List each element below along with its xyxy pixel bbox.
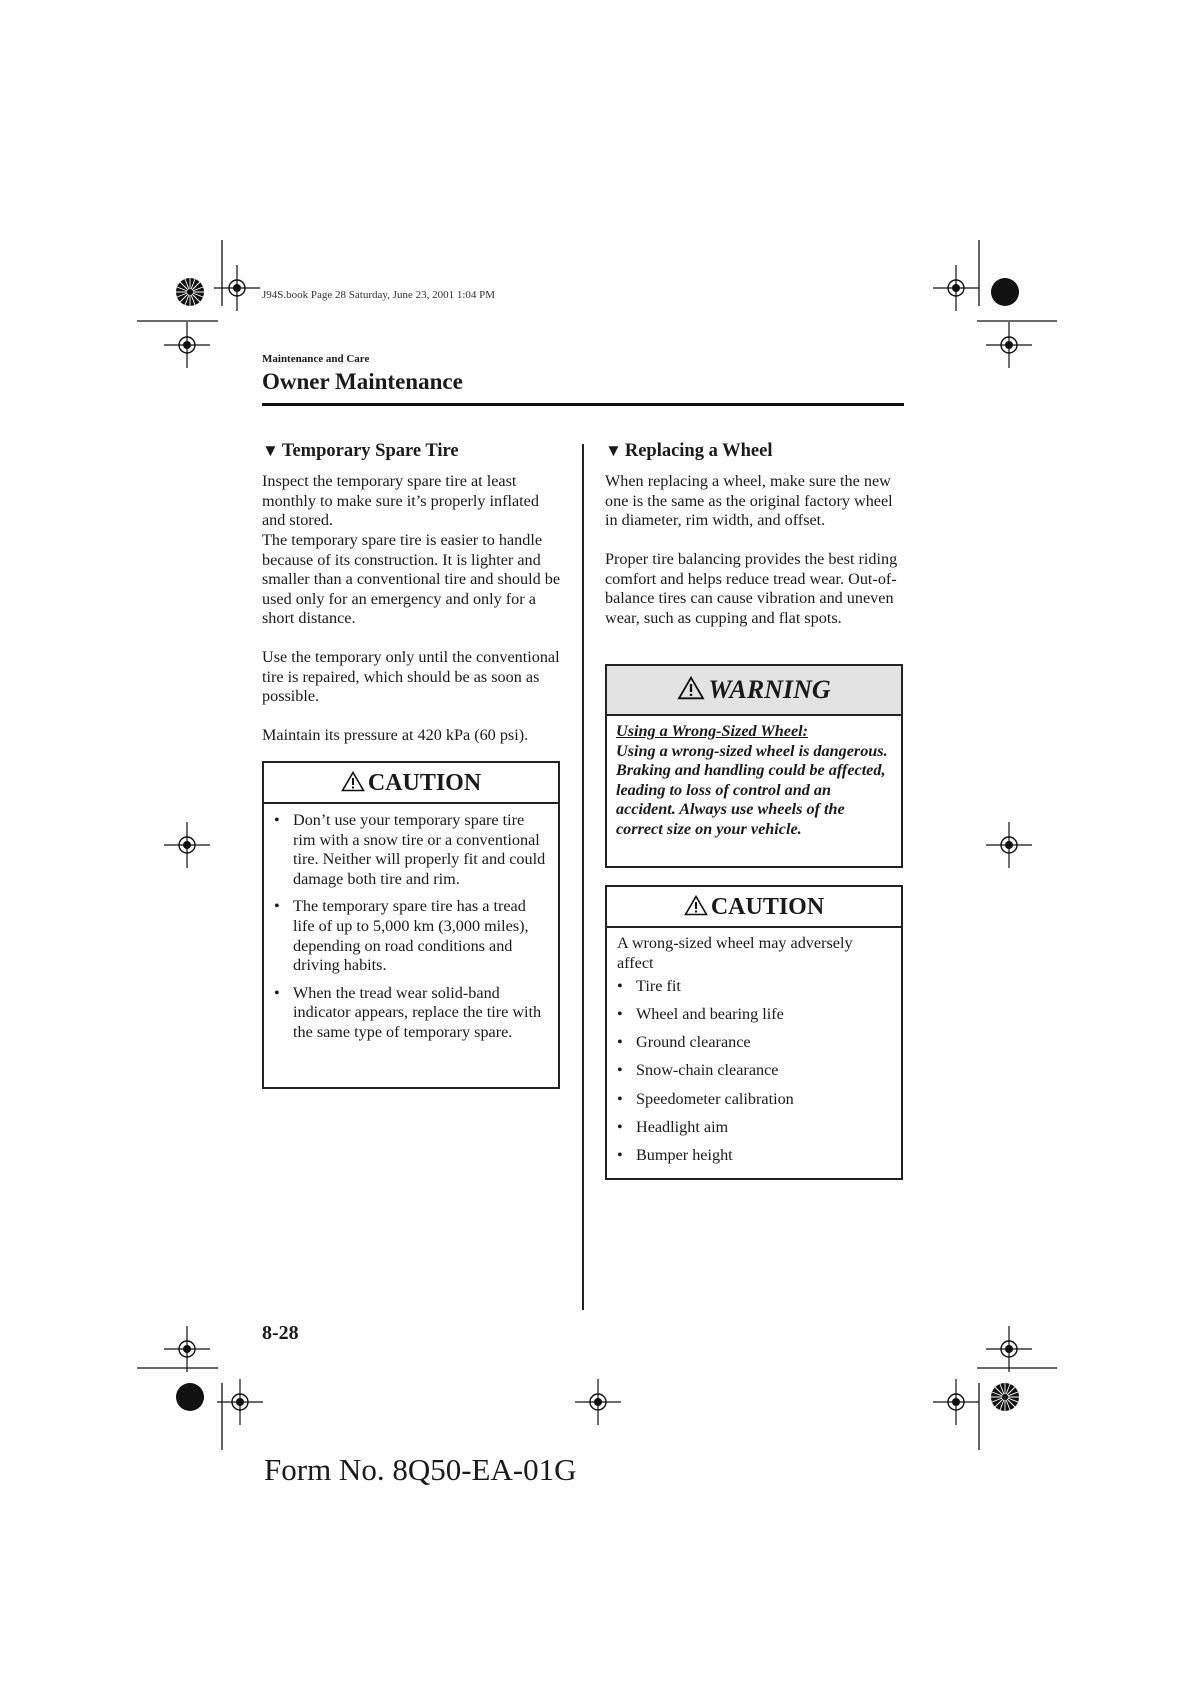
column-divider [582, 444, 584, 1310]
caution-header: CAUTION [607, 887, 901, 928]
temporary-spare-tire-heading: ▼ Temporary Spare Tire [262, 441, 459, 461]
caution-item: • Tire fit [607, 977, 891, 997]
triangle-down-icon: ▼ [262, 441, 279, 460]
caution-item: • When the tread wear solid-band indicator appears, replace the tire with the same type of temporary spare. [264, 984, 548, 1043]
triangle-down-icon: ▼ [605, 441, 622, 460]
caution-item: • Bumper height [607, 1146, 891, 1166]
caution-item: • Wheel and bearing life [607, 1005, 891, 1025]
caution-item: • Ground clearance [607, 1033, 891, 1053]
form-number: Form No. 8Q50-EA-01G [264, 1452, 577, 1487]
warning-triangle-icon [677, 676, 705, 700]
warning-text: Using a wrong-sized wheel is dangerous. Braking and handling could be affected, leading to loss of control and an accident. Always use wheels of the correct size on your vehicle. [616, 741, 888, 838]
title-rule [262, 403, 904, 406]
spare-tire-paragraph-4: Maintain its pressure at 420 kPa (60 psi). [262, 726, 529, 744]
caution-item: • Snow-chain clearance [607, 1061, 891, 1081]
warning-triangle-icon [684, 895, 708, 916]
caution-item: • Headlight aim [607, 1118, 891, 1138]
caution-item: • The temporary spare tire has a tread life of up to 5,000 km (3,000 miles), depending on road conditions and driving habits. [264, 897, 548, 975]
replacing-wheel-heading: ▼ Replacing a Wheel [605, 441, 773, 461]
wheel-caution-list [607, 973, 901, 1165]
page-title: Owner Maintenance [262, 369, 463, 394]
spare-tire-paragraph-3: Use the temporary only until the conventional tire is repaired, which should be as soon as possible. [262, 648, 560, 706]
warning-subtitle: Using a Wrong-Sized Wheel: [616, 722, 809, 740]
warning-body [607, 716, 901, 840]
caution-header: CAUTION [264, 763, 558, 804]
section-label: Maintenance and Care [262, 353, 370, 365]
wrong-sized-wheel-warning-box [605, 664, 903, 868]
replacing-wheel-paragraph-1: When replacing a wheel, make sure the new one is the same as the original factory wheel in diameter, rim width, and offset. [605, 472, 893, 530]
page-number: 8-28 [262, 1322, 299, 1344]
caution-item: • Don’t use your temporary spare tire rim with a snow tire or a conventional tire. Neither will properly fit and could damage both tire and rim. [264, 811, 548, 889]
caution-item: • Speedometer calibration [607, 1090, 891, 1110]
warning-triangle-icon [341, 771, 365, 792]
spare-tire-caution-box [262, 761, 560, 1089]
spare-tire-caution-list [264, 804, 558, 1043]
wrong-sized-wheel-caution-box [605, 885, 903, 1180]
spare-tire-paragraph-2: The temporary spare tire is easier to handle because of its construction. It is lighter and smaller than a conventional tire and should be used only for an emergency and only for a short distance. [262, 531, 561, 628]
print-info-line: J94S.book Page 28 Saturday, June 23, 2001 1:04 PM [262, 289, 496, 301]
warning-header: WARNING [607, 666, 901, 716]
caution-intro: A wrong-sized wheel may adversely affect [617, 934, 853, 972]
spare-tire-paragraph-1: Inspect the temporary spare tire at least monthly to make sure it’s properly inflated and stored. [262, 472, 539, 530]
replacing-wheel-paragraph-2: Proper tire balancing provides the best riding comfort and helps reduce tread wear. Out-of-balance tires can cause vibration and uneven wear, such as cupping and flat spots. [605, 550, 898, 627]
